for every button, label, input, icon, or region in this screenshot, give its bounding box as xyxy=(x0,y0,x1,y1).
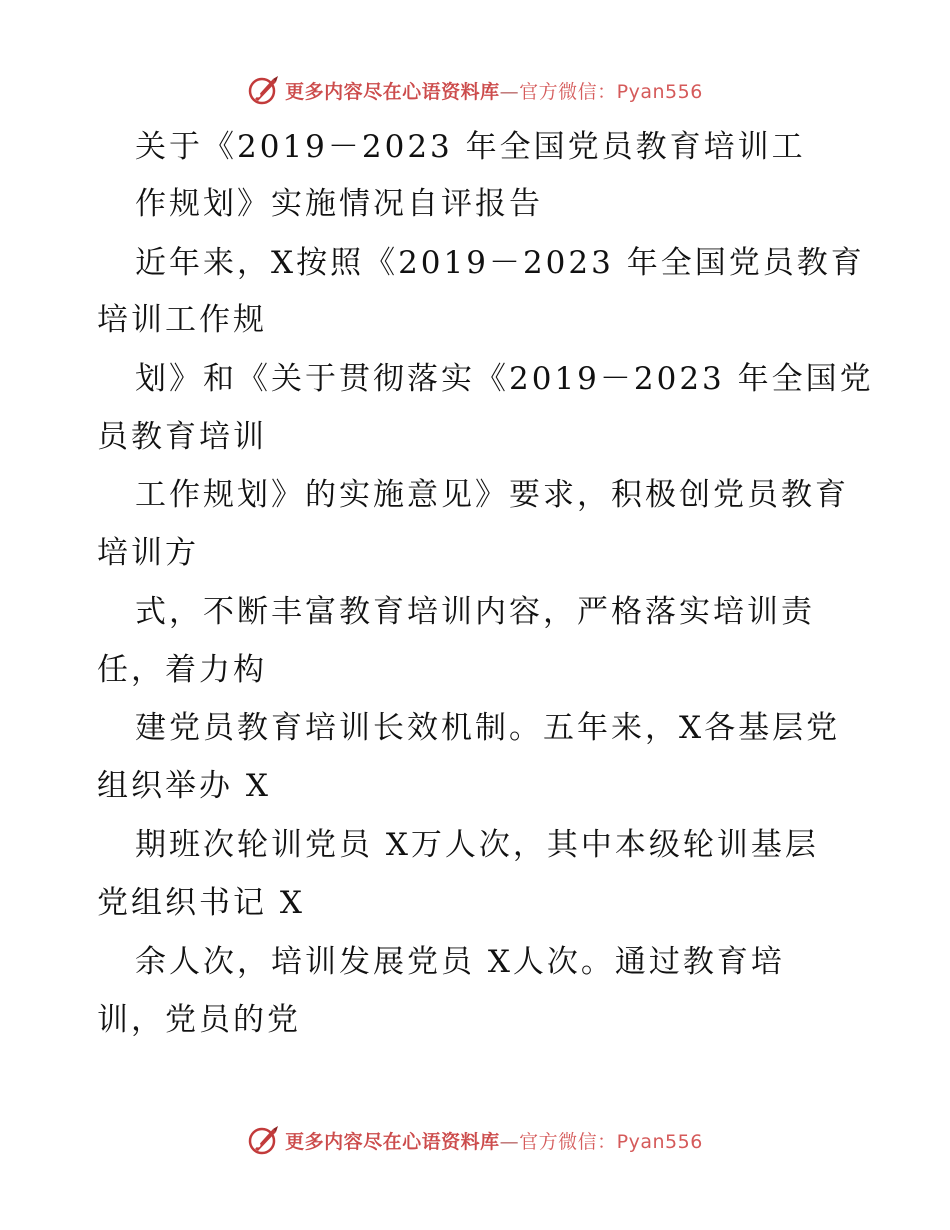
paragraph-line: 工作规划》的实施意见》要求，积极创党员教育 xyxy=(135,477,849,513)
title-line-2: 作规划》实施情况自评报告 xyxy=(135,186,543,222)
paragraph-line: 培训工作规 xyxy=(97,302,267,338)
paragraph-line: 组织举办 X xyxy=(97,768,271,804)
paragraph-line: 员教育培训 xyxy=(97,419,267,455)
paragraph-line: 式，不断丰富教育培训内容，严格落实培训责 xyxy=(135,594,815,630)
paragraph-line: 划》和《关于贯彻落实《2019－2023 年全国党 xyxy=(135,361,874,397)
paragraph-line: 期班次轮训党员 X万人次，其中本级轮训基层 xyxy=(135,827,819,863)
paragraph-line: 近年来，X按照《2019－2023 年全国党员教育 xyxy=(135,245,865,281)
title-line-1: 关于《2019－2023 年全国党员教育培训工 xyxy=(135,129,806,165)
watermark-library-text: 更多内容尽在心语资料库 xyxy=(285,1130,500,1153)
paragraph-line: 训，党员的党 xyxy=(97,1002,301,1038)
paragraph-line: 培训方 xyxy=(97,535,199,571)
paragraph-line: 余人次，培训发展党员 X人次。通过教育培 xyxy=(135,944,785,980)
watermark-text xyxy=(285,77,703,104)
footer-watermark-banner xyxy=(0,1120,950,1160)
header-watermark-banner xyxy=(0,70,950,110)
watermark-wechat-text: 官方微信：Pyan556 xyxy=(519,1130,703,1153)
paragraph-line: 建党员教育培训长效机制。五年来，X各基层党 xyxy=(135,710,841,746)
watermark-wechat-text: 官方微信：Pyan556 xyxy=(519,80,703,103)
quill-pen-icon xyxy=(247,1123,281,1157)
quill-pen-icon xyxy=(247,73,281,107)
paragraph-line: 任，着力构 xyxy=(97,652,267,688)
watermark-library-text: 更多内容尽在心语资料库 xyxy=(285,80,500,103)
watermark-dash: — xyxy=(499,1130,520,1153)
watermark-dash: — xyxy=(499,80,520,103)
paragraph-line: 党组织书记 X xyxy=(97,885,305,921)
watermark-text xyxy=(285,1127,703,1154)
